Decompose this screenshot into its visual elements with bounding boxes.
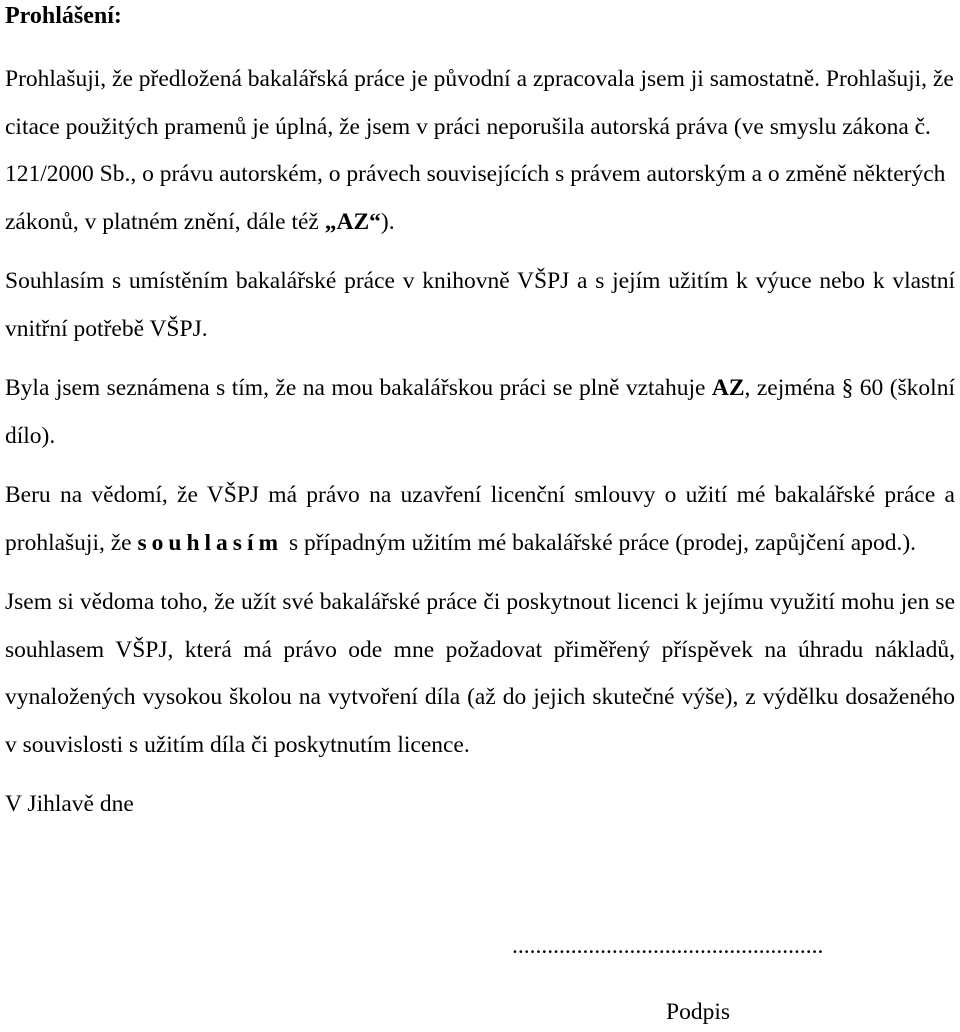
paragraph-copyright-end: , zejména § 60 (školní dílo). <box>5 375 955 449</box>
signature-label: Podpis <box>666 999 730 1025</box>
paragraph-originality-end: ). <box>380 208 395 235</box>
paragraph-originality <box>5 56 955 246</box>
az-abbreviation: AZ <box>711 375 745 401</box>
consent-emphasis: souhlasím <box>137 529 284 556</box>
paragraph-license-end: s případným užitím mé bakalářské práce (prodej, zapůjčení apod.). <box>283 529 917 556</box>
paragraph-license-agreement <box>5 472 955 567</box>
signature-block <box>512 926 892 1032</box>
page-title: Prohlášení: <box>5 3 122 29</box>
paragraph-originality-text: Prohlašuji, že předložená bakalářská práce je původní a zpracovala jsem ji samostatně. Prohlašuji, že citace použitých pramenů je úplná, že jsem v práci neporušila autorská práva (ve smyslu zákona č. 121/2000 Sb., o právu autorském, o právech souvisejících s právem autorským a o změně některých zákonů, v platném znění, dále též <box>5 66 954 235</box>
place-and-date: V Jihlavě dne <box>5 791 134 817</box>
paragraph-copyright-text: Byla jsem seznámena s tím, že na mou bakalářskou práci se plně vztahuje <box>5 375 712 401</box>
paragraph-license-text: Beru na vědomí, že VŠPJ má právo na uzavření licenční smlouvy o užití mé bakalářské práce a prohlašuji, že <box>5 482 955 556</box>
signature-line: ..................................................... <box>512 933 824 959</box>
paragraph-library-consent: Souhlasím s umístěním bakalářské práce v knihovně VŠPJ a s jejím užitím k výuce nebo k vlastní vnitřní potřebě VŠPJ. <box>5 268 955 342</box>
paragraph-usage-terms: Jsem si vědoma toho, že užít své bakalářské práce či poskytnout licenci k jejímu využití mohu jen se souhlasem VŠPJ, která má právo ode mne požadovat přiměřený příspěvek na úhradu nákladů, vynaložených vysokou školou na vytvoření díla (až do jejich skutečné výše), z výdělku dosaženého v souvislosti s užitím díla či poskytnutím licence. <box>5 589 955 758</box>
paragraph-copyright-notice <box>5 365 955 460</box>
declaration-document <box>5 0 955 829</box>
az-abbreviation: „AZ“ <box>324 208 381 235</box>
